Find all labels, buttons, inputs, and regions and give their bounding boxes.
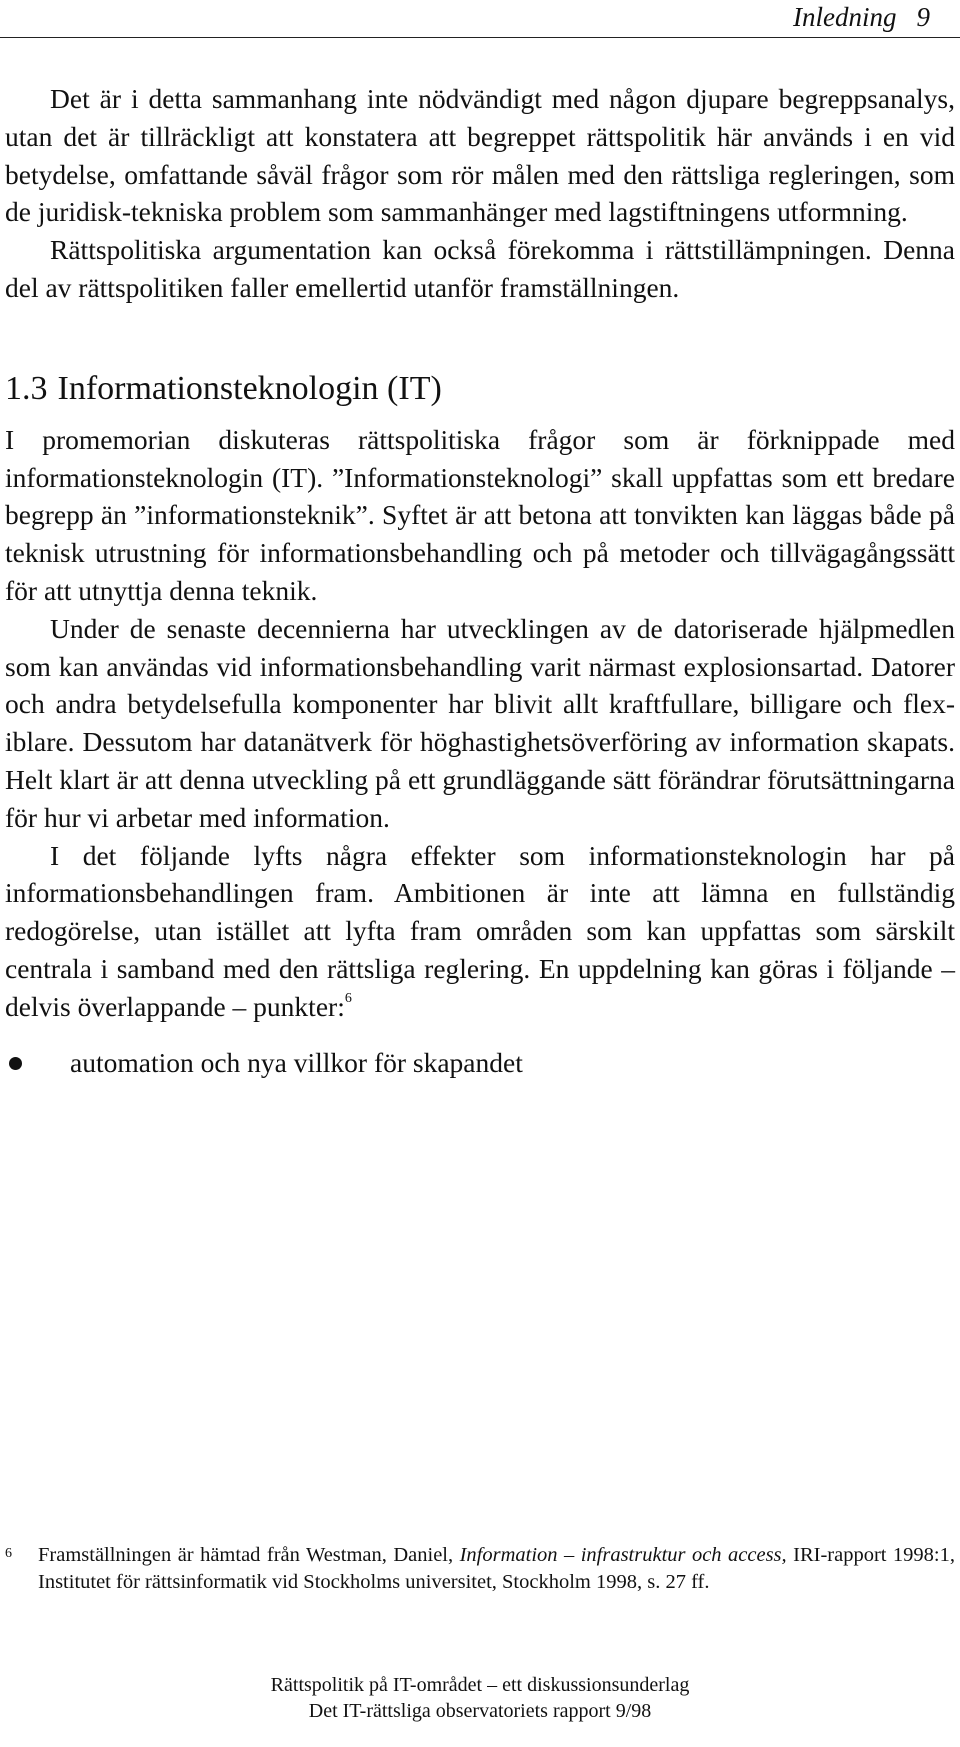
chapter-title: Inledning <box>793 2 897 32</box>
paragraph-section-2: Under de senaste decennierna har utvecklingen av de datoriserade hjälpmedlen som kan användas vid informationsbehandling varit närmast explosionsartad. Datorer och andra betydelsefulla komponenter har blivit allt kraftfullare, billigare och flexiblare. Dessutom har datanätverk för höghastighetsöverföring av information skapats. Helt klart är att denna utveckling på ett grundläggande sätt förändrar förutsättningarna för hur vi arbetar med information. <box>5 612 955 833</box>
list-item-text: automation och nya villkor för skapandet <box>70 1046 523 1078</box>
main-content <box>5 80 955 1082</box>
page-number: 9 <box>916 2 930 32</box>
paragraph-section-3-text: I det följande lyfts några effekter som informationsteknologin har på informationsbehandlingen fram. Ambitionen är inte att lämna en fullständig redogörelse, utan istället att lyfta fram områden som kan uppfattas som särskilt centrala i samband med den rättsliga reglering. En uppdelning kan göras i följande – delvis överlappande – punkter: <box>5 839 955 1022</box>
footnote-text-before: Framställningen är hämtad från Westman, Daniel, <box>38 1544 460 1566</box>
paragraph-intro-1: Det är i detta sammanhang inte nödvändigt med någon djupare begreppsanalys, utan det är tillräckligt att konstatera att begreppet rättspolitik här används i en vid betydelse, omfattande såväl frågor som rör målen med den rättsliga regleringen, som de juridisk-tekniska problem som sammanhänger med lagstiftningens utformning. <box>5 83 955 228</box>
bullet-icon <box>9 1057 22 1070</box>
paragraph-section-1: I promemorian diskuteras rättspolitiska frågor som är förknippade med informationsteknologin (IT). ”Informationsteknologi” skall uppfattas som ett bredare begrepp än ”informationsteknik”. Syftet är att betona att tonvikten kan läggas både på teknisk utrustning för informationsbehandling och på metoder och tillvägagångssätt för att utnyttja denna teknik. <box>5 423 955 606</box>
footnote-text-after: IRI-rapport 1998:1, Institutet för rättsinformatik vid Stockholms universitet, Stockholm 1998, s. 27 ff. <box>38 1544 956 1593</box>
footnote <box>5 1542 955 1596</box>
list-item <box>5 1044 955 1082</box>
footnote-text <box>38 1542 955 1596</box>
section-number: 1.3 <box>5 369 48 407</box>
paragraph-intro-2: Rättspolitiska argumentation kan också förekomma i rättstillämpningen. Denna del av rättspolitiken faller emellertid utanför framställningen. <box>5 234 955 303</box>
bullet-list <box>5 1044 955 1082</box>
footnote-reference[interactable]: 6 <box>344 990 352 1006</box>
page-footer <box>0 1672 960 1724</box>
footer-line-2: Det IT-rättsliga observatoriets rapport 9/98 <box>308 1700 652 1722</box>
running-head <box>0 0 960 38</box>
running-head-text <box>793 0 930 34</box>
paragraph-section-3 <box>5 837 955 1026</box>
footnote-number: 6 <box>5 1546 12 1561</box>
section-title: Informationsteknologin (IT) <box>57 369 442 407</box>
footer-line-1: Rättspolitik på IT-området – ett diskussionsunderlag <box>270 1674 690 1696</box>
section-heading <box>5 369 955 409</box>
footnote-cited-title: Information – infrastruktur och access, <box>459 1544 787 1566</box>
